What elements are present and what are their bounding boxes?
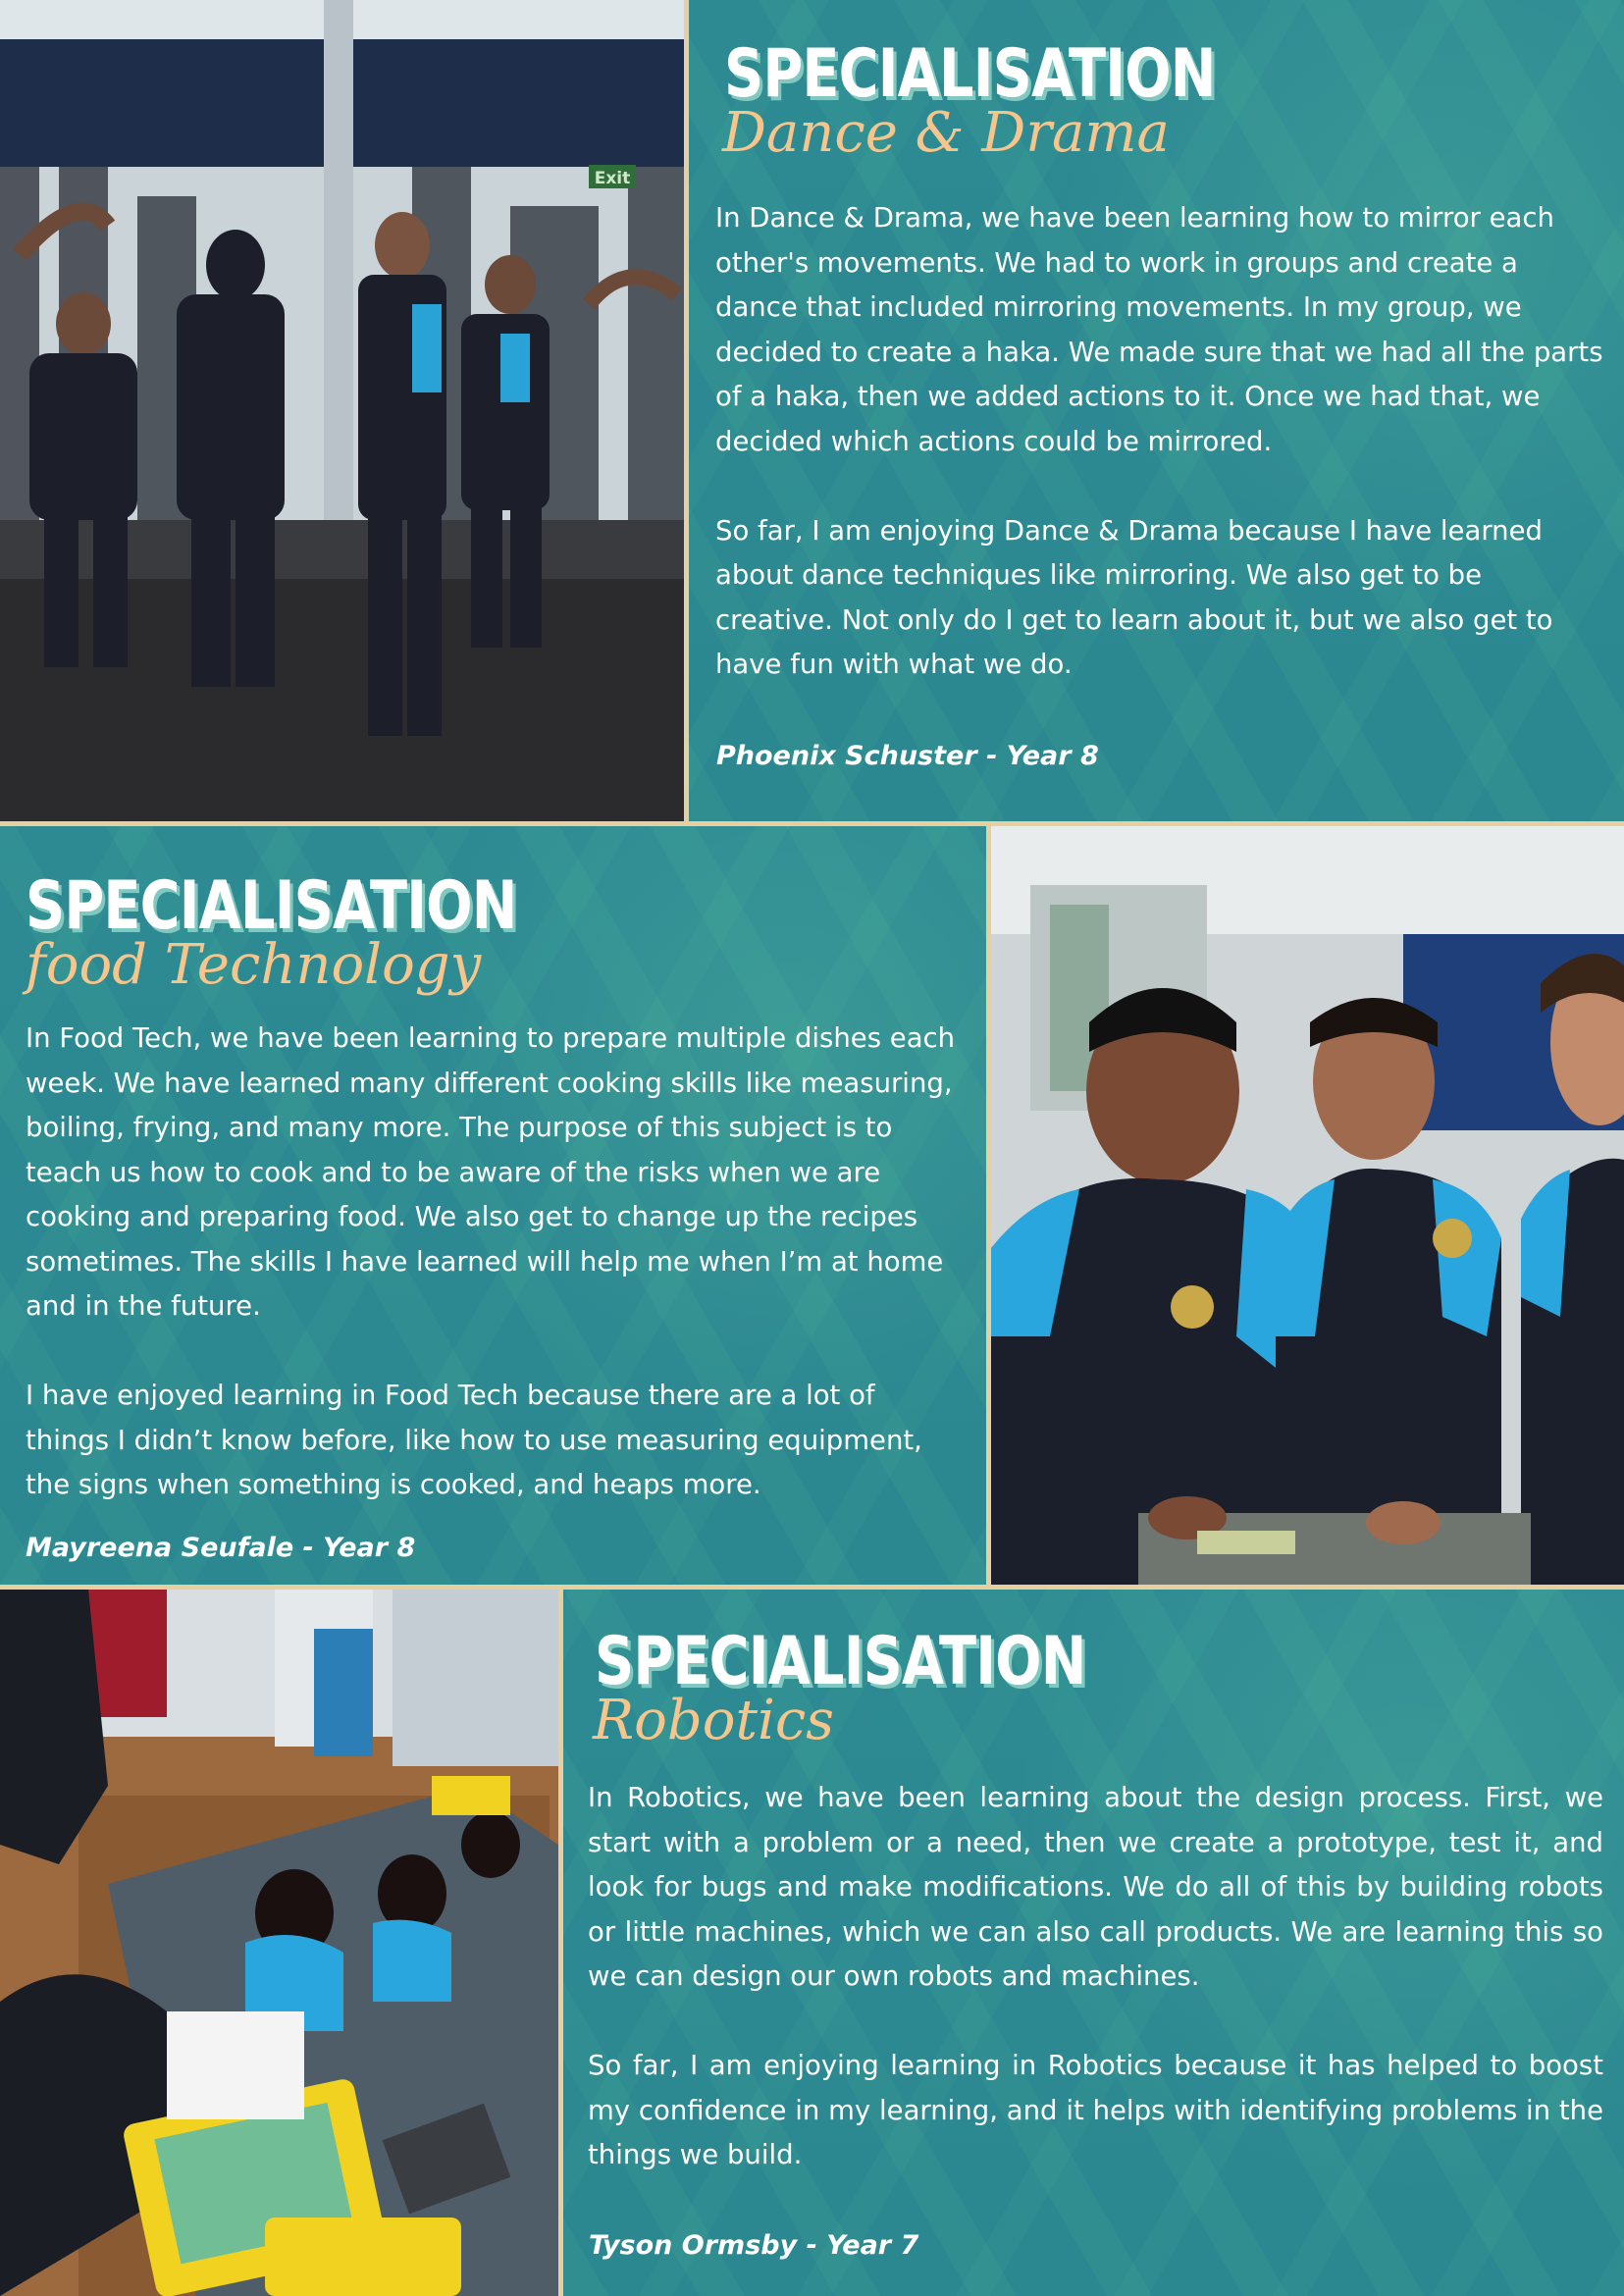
exit-sign-text: Exit [594,169,631,188]
robotics-paragraph-2: So far, I am enjoying learning in Robotics because it has helped to boost my confidence in my learning, and it helps with identifying problems in the things we build. [588,2050,1603,2170]
food-tech-author: Mayreena Seufale - Year 8 [26,1533,416,1563]
robotics-paragraph-1: In Robotics, we have been learning about the design process. First, we start with a problem or a need, then we create a prototype, test it, and look for bugs and make modifications. We do all of this by building robots or little machines, which we can also call products. We are learning this so we can design our own robots and machines. [588,1782,1603,1992]
robotics-panel [563,1590,1624,2296]
robotics-heading: SPECIALISATION [595,1623,1086,1700]
food-tech-paragraph-1: In Food Tech, we have been learning to prepare multiple dishes each week. We have learned many different cooking skills like measuring, boiling, frying, and many more. The purpose of this subject is to teach us how to cook and to be aware of the risks when we are cooking and preparing food. We also get to change up the recipes sometimes. The skills I have learned will help me when I’m at home and in the future. [26,1022,956,1322]
food-tech-panel [0,826,986,1585]
dance-drama-paragraph-1: In Dance & Drama, we have been learning how to mirror each other's movements. We had to work in groups and create a dance that included mirroring movements. In my group, we decided to create a haka. We made sure that we had all the parts of a haka, then we added actions to it. Once we had that, we decided which actions could be mirrored. [715,202,1603,457]
robotics-author: Tyson Ormsby - Year 7 [589,2230,919,2261]
food-tech-heading: SPECIALISATION [26,867,517,945]
dance-drama-panel [689,0,1624,821]
food-tech-photo [991,826,1624,1585]
robotics-body [588,1776,1603,2178]
food-tech-paragraph-2: I have enjoyed learning in Food Tech because there are a lot of things I didn’t know before, like how to use measuring equipment, the signs when something is cooked, and heaps more. [26,1380,922,1500]
food-tech-body [26,1017,958,1508]
food-tech-subject: food Technology [26,933,482,997]
dance-drama-heading: SPECIALISATION [724,35,1216,113]
robotics-photo [0,1590,558,2296]
robotics-subject: Robotics [593,1689,834,1752]
dance-drama-body [715,196,1603,688]
dance-drama-paragraph-2: So far, I am enjoying Dance & Drama because I have learned about dance techniques like mirroring. We also get to be creative. Not only do I get to learn about it, but we also get to have fun with what we do. [715,514,1553,680]
dance-drama-author: Phoenix Schuster - Year 8 [716,741,1099,771]
dance-drama-subject: Dance & Drama [722,101,1170,165]
dance-drama-photo [0,0,684,821]
